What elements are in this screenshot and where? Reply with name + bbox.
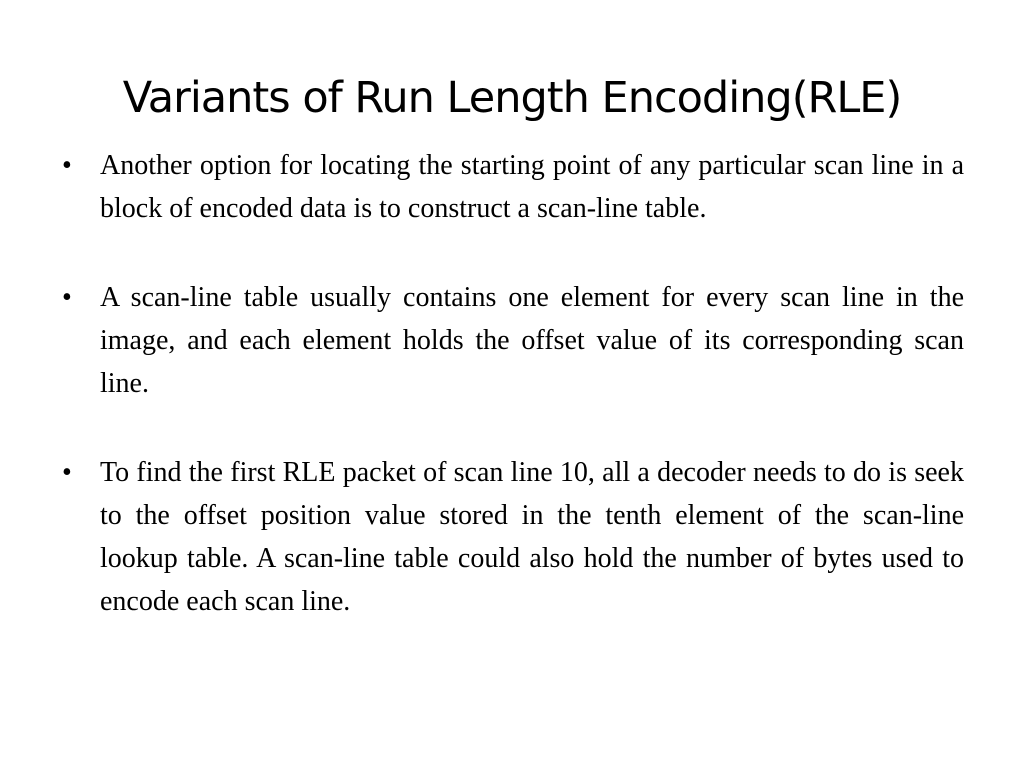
bullet-item: [62, 276, 964, 405]
bullet-item: [62, 144, 964, 230]
bullet-text: A scan-line table usually contains one element for every scan line in the image, and each element holds the offset value of its corresponding scan line.: [100, 282, 964, 399]
bullet-dot: •: [62, 282, 72, 313]
bullet-text: Another option for locating the starting point of any particular scan line in a block of encoded data is to construct a scan-line table.: [100, 150, 964, 224]
bullet-item: [62, 451, 964, 623]
bullet-list: [62, 144, 964, 623]
slide-title: Variants of Run Length Encoding(RLE): [122, 73, 902, 123]
bullet-dot: •: [62, 150, 72, 181]
bullet-text: To find the first RLE packet of scan line 10, all a decoder needs to do is seek to the offset position value stored in the tenth element of the scan-line lookup table. A scan-line table could also hold the number of bytes used to encode each scan line.: [100, 457, 964, 617]
bullet-dot: •: [62, 457, 72, 488]
